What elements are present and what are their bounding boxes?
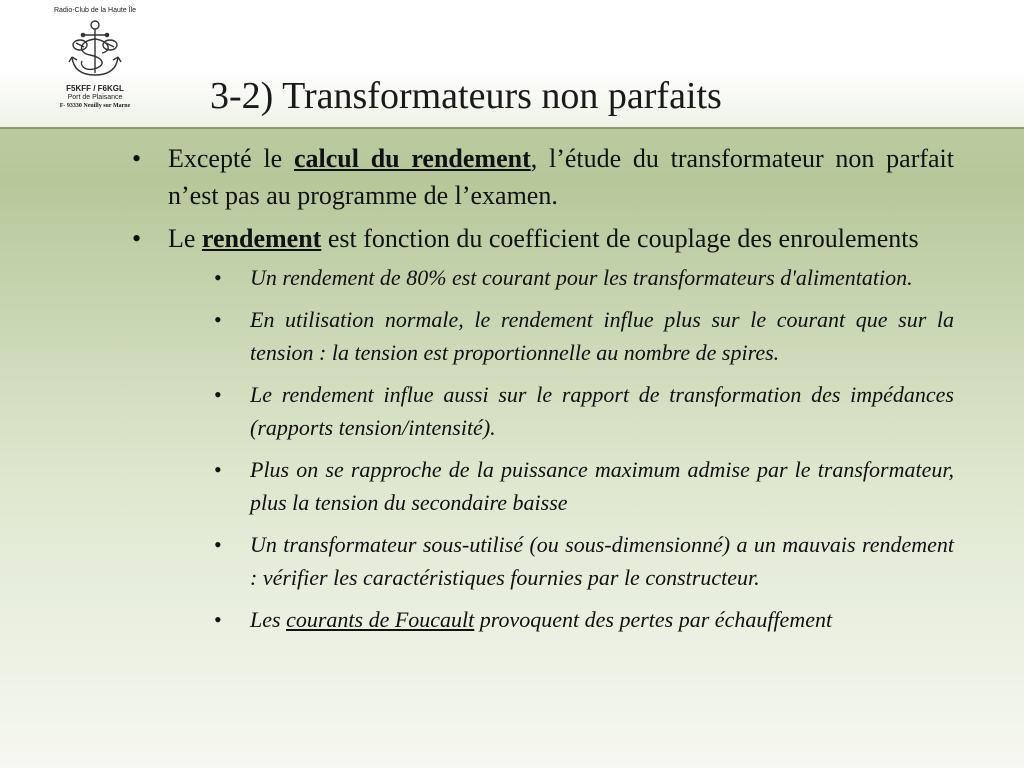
logo-callsign: F5KFF / F6KGL [66,84,124,93]
sub-bullet-text: En utilisation normale, le rendement influe plus sur le courant que sur la tension : la tension est proportionnelle au nombre de spires. [250,307,954,365]
logo-port: Port de Plaisance [67,94,123,101]
sub-bullet-text: Le rendement influe aussi sur le rapport de transformation des impédances (rapports tension/intensité). [250,382,954,440]
sub-bullet-item [214,303,954,369]
bullet-text-suffix: est fonction du coefficient de couplage des enroulements [321,224,919,253]
bullet-text-suffix: , l’étude du transformateur non parfait n’est pas au programme de l’examen. [168,144,955,210]
slide-body [132,140,954,645]
bullet-icon: • [132,224,142,253]
bullet-icon: • [132,144,142,173]
bullet-text-prefix: Excepté le [168,144,294,173]
bullet-icon: • [214,382,222,407]
anchor-emblem-icon [64,17,126,83]
bullet-item [132,220,954,636]
sub-bullet-item [214,453,954,519]
club-logo [40,6,150,124]
sub-bullet-list [168,261,954,636]
bullet-emphasis: rendement [201,224,322,253]
slide-title: 3-2) Transformateurs non parfaits [210,75,722,117]
sub-bullet-text: Un rendement de 80% est courant pour les transformateurs d'alimentation. [250,265,913,290]
sub-bullet-text-suffix: provoquent des pertes par échauffement [474,607,833,632]
sub-bullet-item [214,378,954,444]
bullet-icon: • [214,532,222,557]
sub-bullet-item [214,528,954,594]
header-divider [0,127,1024,129]
bullet-icon: • [214,457,222,482]
bullet-text-prefix: Le [168,224,202,253]
bullet-icon: • [214,307,222,332]
logo-club-name: Radio-Club de la Haute Île [53,7,137,14]
bullet-item [132,140,954,214]
bullet-emphasis: calcul du rendement [293,144,531,173]
bullet-icon: • [214,607,222,632]
sub-bullet-text: Un transformateur sous-utilisé (ou sous-dimensionné) a un mauvais rendement : vérifier les caractéristiques fournies par le constructeur. [250,532,954,590]
sub-bullet-text-prefix: Les [250,607,287,632]
bullet-icon: • [214,265,222,290]
sub-bullet-text: Plus on se rapproche de la puissance maximum admise par le transformateur, plus la tension du secondaire baisse [250,457,954,515]
sub-bullet-item [214,261,954,294]
foucault-currents-term: courants de Foucault [286,607,475,632]
bullet-list [132,140,954,636]
sub-bullet-item [214,603,954,636]
logo-address: F- 93330 Neuilly sur Marne [59,103,131,109]
